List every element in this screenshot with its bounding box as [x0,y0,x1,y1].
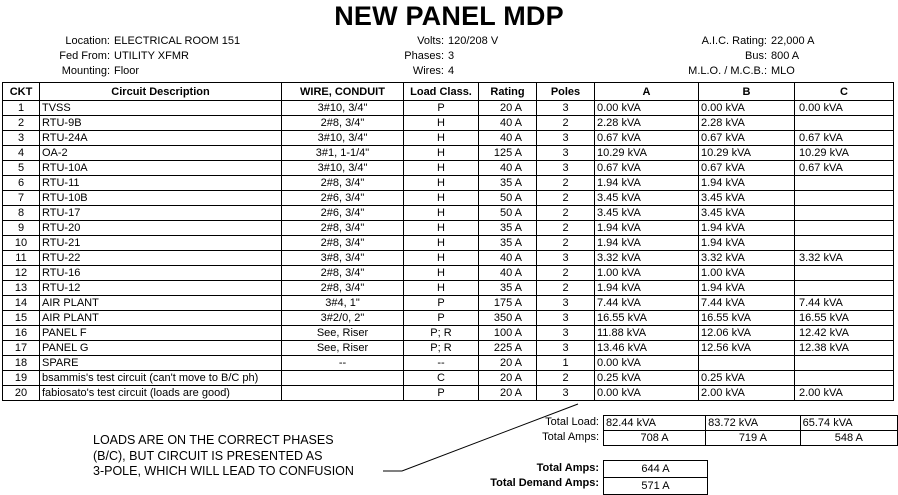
cell-phase-c: 12.42 kVA [795,326,894,341]
cell-ckt: 10 [3,236,40,251]
cell-load-class: P [404,386,479,401]
info-volts: Volts: 120/208 V [417,35,499,47]
cell-description: SPARE [40,356,282,371]
total-load-c: 65.74 kVA [800,416,897,431]
cell-poles: 2 [537,281,595,296]
cell-load-class: H [404,131,479,146]
cell-ckt: 16 [3,326,40,341]
cell-phase-b: 2.00 kVA [699,386,795,401]
cell-phase-b: 1.00 kVA [699,266,795,281]
cell-load-class: H [404,146,479,161]
cell-wire-conduit: 3#10, 3/4" [282,161,404,176]
cell-phase-a: 3.45 kVA [595,191,699,206]
info-mounting: Mounting: Floor [61,65,140,77]
cell-phase-a: 0.67 kVA [595,161,699,176]
cell-phase-b: 16.55 kVA [699,311,795,326]
summary-total-amps-value: 644 A [604,461,708,478]
header-rating: Rating [479,83,537,101]
total-amps-a: 708 A [604,431,706,446]
cell-wire-conduit: 3#1, 1-1/4" [282,146,404,161]
cell-ckt: 19 [3,371,40,386]
total-load-a: 82.44 kVA [604,416,706,431]
cell-description: PANEL F [40,326,282,341]
cell-wire-conduit: 2#8, 3/4" [282,176,404,191]
cell-phase-a: 10.29 kVA [595,146,699,161]
cell-phase-a: 1.94 kVA [595,281,699,296]
cell-rating: 350 A [479,311,537,326]
info-location: Location: ELECTRICAL ROOM 151 [65,35,241,47]
cell-phase-a: 0.67 kVA [595,131,699,146]
cell-wire-conduit: 3#10, 3/4" [282,131,404,146]
cell-description: RTU-16 [40,266,282,281]
cell-wire-conduit: 2#8, 3/4" [282,221,404,236]
total-amps-b: 719 A [706,431,800,446]
cell-description: bsammis's test circuit (can't move to B/C ph) [40,371,282,386]
cell-poles: 1 [537,356,595,371]
cell-rating: 20 A [479,356,537,371]
cell-rating: 40 A [479,161,537,176]
cell-wire-conduit: 3#2/0, 2" [282,311,404,326]
cell-description: RTU-20 [40,221,282,236]
cell-rating: 35 A [479,176,537,191]
cell-phase-a: 13.46 kVA [595,341,699,356]
cell-poles: 3 [537,251,595,266]
cell-rating: 20 A [479,386,537,401]
cell-poles: 2 [537,191,595,206]
cell-phase-b: 10.29 kVA [699,146,795,161]
cell-poles: 3 [537,101,595,116]
cell-poles: 3 [537,296,595,311]
cell-wire-conduit: 2#8, 3/4" [282,236,404,251]
cell-rating: 50 A [479,206,537,221]
cell-ckt: 13 [3,281,40,296]
cell-poles: 2 [537,266,595,281]
info-phases: Phases: 3 [404,50,455,62]
cell-load-class: -- [404,356,479,371]
info-mlo-mcb: M.L.O. / M.C.B.: MLO [688,65,795,77]
cell-poles: 3 [537,161,595,176]
header-phase-c: C [795,83,894,101]
cell-ckt: 7 [3,191,40,206]
cell-rating: 40 A [479,251,537,266]
cell-description: TVSS [40,101,282,116]
cell-poles: 2 [537,221,595,236]
total-amps-c: 548 A [800,431,897,446]
info-bus: Bus: 800 A [744,50,800,62]
cell-description: RTU-9B [40,116,282,131]
cell-ckt: 11 [3,251,40,266]
cell-phase-a: 7.44 kVA [595,296,699,311]
total-load-label: Total Load: [545,416,599,428]
cell-wire-conduit: 2#8, 3/4" [282,116,404,131]
cell-ckt: 2 [3,116,40,131]
cell-rating: 50 A [479,191,537,206]
cell-wire-conduit: 3#4, 1" [282,296,404,311]
cell-description: AIR PLANT [40,296,282,311]
cell-load-class: H [404,116,479,131]
cell-ckt: 17 [3,341,40,356]
cell-rating: 125 A [479,146,537,161]
cell-description: RTU-24A [40,131,282,146]
cell-rating: 20 A [479,101,537,116]
cell-poles: 2 [537,371,595,386]
cell-phase-c: 10.29 kVA [795,146,894,161]
cell-rating: 35 A [479,281,537,296]
cell-ckt: 4 [3,146,40,161]
cell-description: RTU-11 [40,176,282,191]
cell-phase-b: 1.94 kVA [699,281,795,296]
cell-rating: 40 A [479,116,537,131]
cell-rating: 40 A [479,266,537,281]
cell-phase-c: 3.32 kVA [795,251,894,266]
cell-rating: 35 A [479,236,537,251]
cell-description: RTU-10A [40,161,282,176]
cell-rating: 40 A [479,131,537,146]
cell-ckt: 5 [3,161,40,176]
cell-phase-c: 2.00 kVA [795,386,894,401]
cell-phase-b: 3.45 kVA [699,206,795,221]
cell-load-class: P [404,101,479,116]
cell-phase-b: 2.28 kVA [699,116,795,131]
cell-poles: 3 [537,131,595,146]
cell-wire-conduit: 2#8, 3/4" [282,281,404,296]
cell-ckt: 12 [3,266,40,281]
cell-phase-a: 1.94 kVA [595,221,699,236]
cell-load-class: H [404,221,479,236]
cell-description: fabiosato's test circuit (loads are good) [40,386,282,401]
total-amps-label: Total Amps: [542,431,599,443]
cell-wire-conduit: See, Riser [282,341,404,356]
cell-phase-a: 1.94 kVA [595,176,699,191]
cell-load-class: H [404,176,479,191]
header-wire-conduit: WIRE, CONDUIT [282,83,404,101]
cell-description: RTU-12 [40,281,282,296]
cell-load-class: H [404,161,479,176]
cell-description: PANEL G [40,341,282,356]
info-aic-rating: A.I.C. Rating: 22,000 A [701,35,815,47]
cell-phase-b: 7.44 kVA [699,296,795,311]
cell-phase-c: 16.55 kVA [795,311,894,326]
cell-phase-b: 0.67 kVA [699,131,795,146]
cell-phase-a: 16.55 kVA [595,311,699,326]
cell-ckt: 6 [3,176,40,191]
cell-phase-c: 0.67 kVA [795,161,894,176]
cell-load-class: H [404,236,479,251]
cell-phase-a: 11.88 kVA [595,326,699,341]
cell-phase-b: 1.94 kVA [699,236,795,251]
cell-phase-c: 7.44 kVA [795,296,894,311]
cell-poles: 2 [537,236,595,251]
cell-phase-c: 12.38 kVA [795,341,894,356]
cell-phase-a: 2.28 kVA [595,116,699,131]
cell-ckt: 3 [3,131,40,146]
cell-wire-conduit: 3#8, 3/4" [282,251,404,266]
cell-ckt: 8 [3,206,40,221]
cell-load-class: C [404,371,479,386]
cell-phase-b: 12.56 kVA [699,341,795,356]
cell-wire-conduit: 3#10, 3/4" [282,101,404,116]
cell-description: AIR PLANT [40,311,282,326]
cell-wire-conduit: 2#8, 3/4" [282,266,404,281]
cell-phase-c: 0.67 kVA [795,131,894,146]
header-load-class: Load Class. [404,83,479,101]
cell-description: RTU-17 [40,206,282,221]
cell-rating: 225 A [479,341,537,356]
cell-wire-conduit: 2#6, 3/4" [282,206,404,221]
info-wires: Wires: 4 [412,65,455,77]
cell-phase-a: 0.00 kVA [595,101,699,116]
cell-wire-conduit: 2#6, 3/4" [282,191,404,206]
header-circuit-description: Circuit Description [40,83,282,101]
cell-phase-a: 1.00 kVA [595,266,699,281]
cell-phase-b: 0.67 kVA [699,161,795,176]
cell-wire-conduit: See, Riser [282,326,404,341]
cell-load-class: H [404,206,479,221]
cell-phase-b: 0.00 kVA [699,101,795,116]
cell-phase-a: 0.00 kVA [595,356,699,371]
cell-load-class: H [404,266,479,281]
cell-poles: 2 [537,116,595,131]
cell-description: OA-2 [40,146,282,161]
cell-load-class: P; R [404,326,479,341]
cell-phase-a: 3.45 kVA [595,206,699,221]
cell-load-class: P; R [404,341,479,356]
cell-phase-b: 1.94 kVA [699,176,795,191]
cell-ckt: 20 [3,386,40,401]
cell-ckt: 15 [3,311,40,326]
header-phase-a: A [595,83,699,101]
cell-phase-b: 12.06 kVA [699,326,795,341]
cell-phase-b: 3.32 kVA [699,251,795,266]
total-load-b: 83.72 kVA [706,416,800,431]
cell-load-class: H [404,281,479,296]
note-line: (B/C), BUT CIRCUIT IS PRESENTED AS [93,448,323,463]
cell-poles: 2 [537,176,595,191]
summary-total-demand-label: Total Demand Amps: [490,477,599,489]
cell-load-class: H [404,191,479,206]
cell-ckt: 1 [3,101,40,116]
cell-phase-b: 3.45 kVA [699,191,795,206]
cell-load-class: P [404,311,479,326]
cell-poles: 3 [537,326,595,341]
cell-phase-b: 0.25 kVA [699,371,795,386]
cell-poles: 2 [537,206,595,221]
cell-ckt: 9 [3,221,40,236]
cell-phase-a: 1.94 kVA [595,236,699,251]
cell-load-class: H [404,251,479,266]
cell-description: RTU-10B [40,191,282,206]
cell-rating: 20 A [479,371,537,386]
header-ckt: CKT [3,83,40,101]
cell-poles: 3 [537,146,595,161]
cell-rating: 100 A [479,326,537,341]
header-phase-b: B [699,83,795,101]
cell-ckt: 18 [3,356,40,371]
info-fed-from: Fed From: UTILITY XFMR [59,50,189,62]
header-poles: Poles [537,83,595,101]
cell-phase-a: 0.00 kVA [595,386,699,401]
summary-table [603,460,708,495]
cell-rating: 175 A [479,296,537,311]
cell-poles: 3 [537,311,595,326]
cell-poles: 3 [537,341,595,356]
cell-phase-a: 0.25 kVA [595,371,699,386]
cell-phase-b: 1.94 kVA [699,221,795,236]
cell-description: RTU-21 [40,236,282,251]
cell-poles: 3 [537,386,595,401]
note-line: LOADS ARE ON THE CORRECT PHASES [93,433,334,447]
cell-phase-a: 3.32 kVA [595,251,699,266]
summary-total-amps-label: Total Amps: [536,462,599,474]
cell-rating: 35 A [479,221,537,236]
page-title: NEW PANEL MDP [334,1,564,31]
cell-phase-c: 0.00 kVA [795,101,894,116]
cell-load-class: P [404,296,479,311]
cell-ckt: 14 [3,296,40,311]
note-line: 3-POLE, WHICH WILL LEAD TO CONFUSION [93,464,354,478]
summary-total-demand-value: 571 A [604,478,708,495]
cell-description: RTU-22 [40,251,282,266]
cell-wire-conduit: -- [282,356,404,371]
